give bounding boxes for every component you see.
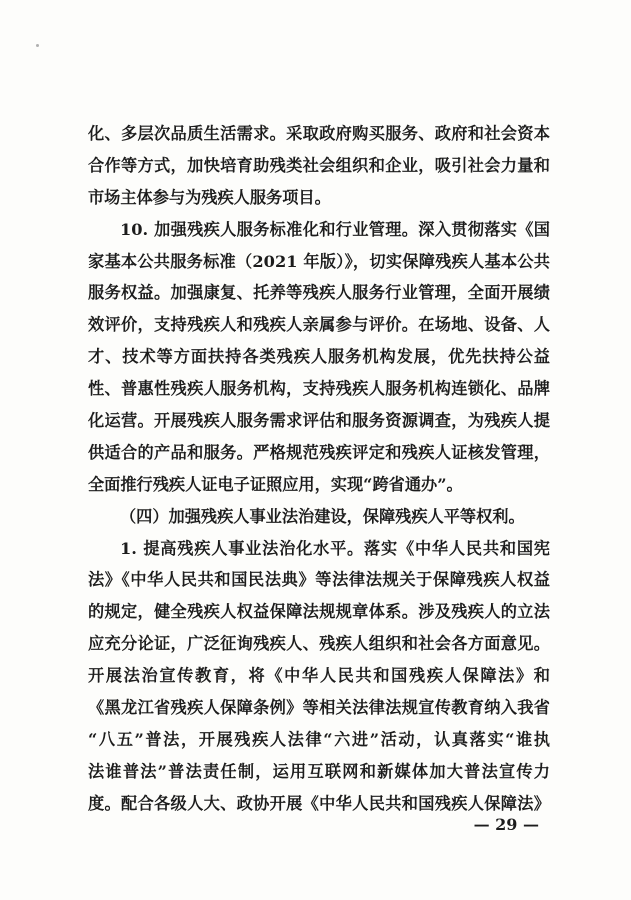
text-line: 才、技术等方面扶持各类残疾人服务机构发展，优先扶持公益 — [88, 347, 550, 367]
text-line: 度。配合各级人大、政协开展《中华人民共和国残疾人保障法》 — [88, 793, 550, 813]
text-line: 家基本公共服务标准（2021 年版）》，切实保障残疾人基本公共 — [88, 251, 550, 271]
section-heading-line: 10. 加强残疾人服务标准化和行业管理。深入贯彻落实《国 — [120, 219, 550, 239]
text-line: 《黑龙江省残疾人保障条例》等相关法律法规宣传教育纳入我省 — [88, 698, 550, 718]
text-line: 法》《中华人民共和国民法典》等法律法规关于保障残疾人权益 — [88, 570, 550, 590]
text-line: 市场主体参与为残疾人服务项目。 — [88, 187, 331, 207]
text-line: 合作等方式，加快培育助残类社会组织和企业，吸引社会力量和 — [88, 155, 550, 175]
text-line: 应充分论证，广泛征询残疾人、残疾人组织和社会各方面意见。 — [88, 634, 550, 654]
text-line: 效评价，支持残疾人和残疾人亲属参与评价。在场地、设备、人 — [88, 315, 550, 335]
text-line: 的规定，健全残疾人权益保障法规规章体系。涉及残疾人的立法 — [88, 602, 550, 622]
body-text — [88, 118, 550, 820]
scan-speck — [36, 44, 39, 47]
text-line: 开展法治宣传教育，将《中华人民共和国残疾人保障法》和 — [88, 666, 550, 686]
section-heading-line: 1. 提高残疾人事业法治化水平。落实《中华人民共和国宪 — [120, 538, 550, 558]
text-line: 全面推行残疾人证电子证照应用，实现“跨省通办”。 — [88, 474, 463, 494]
page-number: — 29 — — [473, 815, 539, 834]
text-line: 供适合的产品和服务。严格规范残疾评定和残疾人证核发管理， — [88, 442, 550, 462]
chapter-heading-line: （四）加强残疾人事业法治建设，保障残疾人平等权利。 — [120, 506, 525, 526]
text-line: “八五”普法，开展残疾人法律“六进”活动，认真落实“谁执 — [88, 729, 550, 749]
text-line: 性、普惠性残疾人服务机构，支持残疾人服务机构连锁化、品牌 — [88, 379, 550, 399]
text-line: 化、多层次品质生活需求。采取政府购买服务、政府和社会资本 — [88, 124, 550, 143]
text-line: 服务权益。加强康复、托养等残疾人服务行业管理，全面开展绩 — [88, 283, 550, 303]
text-line: 法谁普法”普法责任制，运用互联网和新媒体加大普法宣传力 — [88, 761, 550, 781]
text-line: 化运营。开展残疾人服务需求评估和服务资源调查，为残疾人提 — [88, 411, 550, 431]
